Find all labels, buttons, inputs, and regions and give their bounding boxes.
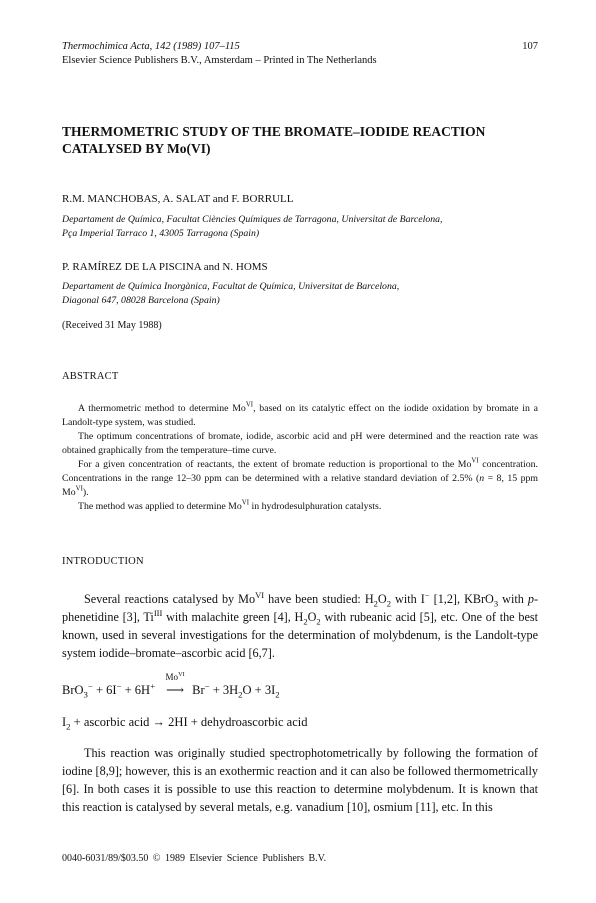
affiliation-1-line-1: Departament de Química, Facultat Ciències Químiques de Tarragona, Universitat de Barcelona, xyxy=(62,214,443,225)
equation-iodine-ascorbic: $I_2$ + ascorbic acid → 2HI + dehydroascorbic acid xyxy=(62,715,308,732)
authors-group-1: R.M. MANCHOBAS, A. SALAT and F. BORRULL xyxy=(62,193,294,205)
affiliation-2 xyxy=(62,280,552,308)
abstract-paragraph-2: The optimum concentrations of bromate, iodide, ascorbic acid and pH were determined and the reaction rate was obtained graphically from the temperature–time curve. xyxy=(62,431,538,456)
affiliation-1 xyxy=(62,213,552,241)
paper-title xyxy=(62,123,552,157)
introduction-heading: INTRODUCTION xyxy=(62,556,144,567)
abstract-body xyxy=(62,402,538,514)
received-date: (Received 31 May 1988) xyxy=(62,320,162,331)
page-number: 107 xyxy=(522,41,538,52)
copyright-footer: 0040-6031/89/$03.50 © 1989 Elsevier Science Publishers B.V. xyxy=(62,853,327,864)
equation-bromate-iodide: BrO$_3$− + 6I− + 6H+ $Mo^{VI}$ ⟶ $Br^- + 3H_2O + 3I_2$ xyxy=(62,671,280,700)
authors-group-2: P. RAMÍREZ DE LA PISCINA and N. HOMS xyxy=(62,261,268,273)
introduction-paragraph-2: This reaction was originally studied spectrophotometrically by following the formation of iodine [8,9]; however, this is an exothermic reaction and it can also be followed thermometrically [6]. In both cases it is possible to use this reaction to determine molybdenum. It is known that this reaction is catalysed by several metals, e.g. vanadium [10], osmium [11], etc. In this xyxy=(62,746,538,814)
catalysed-arrow: $Mo^{VI}$ ⟶ xyxy=(165,671,185,697)
introduction-paragraph-1: Several reactions catalysed by $Mo^{VI}$ have been studied: $H_2O_2$ with I− [1,2], KBrO$_3$ with p-phenetidine [3], $Ti^{III}$ with malachite green [4], $H_2O_2$ with rubeanic acid [5], etc. One of the best known, used in several investigations for the determination of molybdenum, is the Landolt-type system iodide–bromate–ascorbic acid [6,7]. xyxy=(62,589,539,660)
journal-citation: Thermochimica Acta, 142 (1989) 107–115 xyxy=(62,41,240,52)
abstract-paragraph-3: For a given concentration of reactants, the extent of bromate reduction is proportional to the $Mo^{VI}$ concentration. Concentrations in the range 12–30 ppm can be determined with a relative standard deviation of 2.5% (n = 8, 15 ppm $Mo^{VI}$). xyxy=(62,457,538,498)
affiliation-2-line-2: Diagonal 647, 08028 Barcelona (Spain) xyxy=(62,295,220,306)
abstract-paragraph-1: A thermometric method to determine $Mo^{VI}$, based on its catalytic effect on the iodide oxidation by bromate in a Landolt-type system, was studied. xyxy=(62,401,538,428)
title-line-2: CATALYSED BY Mo(VI) xyxy=(62,141,211,156)
abstract-heading: ABSTRACT xyxy=(62,371,119,382)
affiliation-2-line-1: Departament de Química Inorgànica, Facultat de Química, Universitat de Barcelona, xyxy=(62,281,400,292)
affiliation-1-line-2: Pça Imperial Tarraco 1, 43005 Tarragona (Spain) xyxy=(62,228,260,239)
abstract-paragraph-4: The method was applied to determine $Mo^{VI}$ in hydrodesulphuration catalysts. xyxy=(78,499,382,512)
title-line-1: THERMOMETRIC STUDY OF THE BROMATE–IODIDE REACTION xyxy=(62,124,486,139)
publisher-line: Elsevier Science Publishers B.V., Amsterdam – Printed in The Netherlands xyxy=(62,55,377,66)
